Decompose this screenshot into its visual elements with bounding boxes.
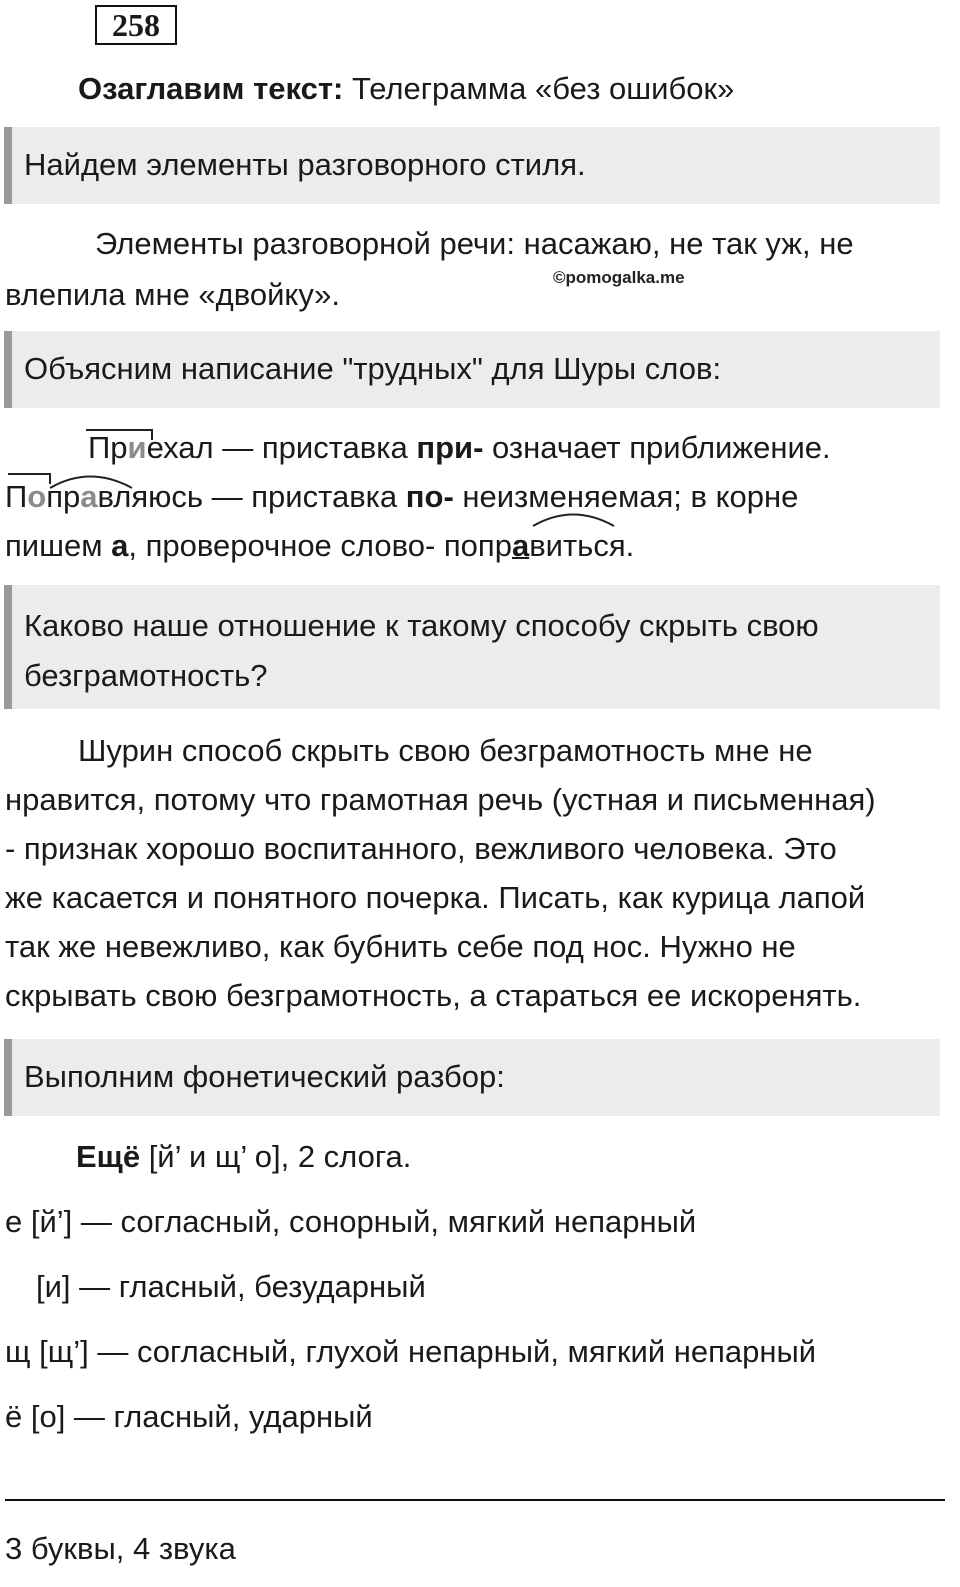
divider [5,1499,945,1501]
heading-text-line-2: безграмотность? [24,658,268,693]
exercise-number: 258 [95,5,177,45]
answer-line-4: же касается и понятного почерка. Писать, как курица лапой [5,880,866,915]
answer-line-5: так же невежливо, как бубнить себе под нос. Нужно не [5,929,796,964]
phonetic-transcription: [й’ и щ’ о], 2 слога. [140,1139,412,1174]
phonetic-row: щ [щ’] — согласный, глухой непарный, мягкий непарный [5,1334,817,1369]
stressed-vowel-a: а [511,528,530,563]
difficult-word-3: пишем а, проверочное слово- поправиться. [5,528,635,563]
prefix-po: по- [405,479,454,514]
title-value: Телеграмма «без ошибок» [352,71,735,106]
phonetic-row: е [й’] — согласный, сонорный, мягкий непарный [5,1204,697,1239]
difficult-word-2: Поправляюсь — приставка по- неизменяемая; в корне [5,479,799,514]
answer-line-6: скрывать свою безграмотность, а стараться ее искоренять. [5,978,862,1013]
colloquial-line-1: Элементы разговорной речи: насажаю, не так уж, не [95,226,854,261]
colloquial-line-2: влепила мне «двойку». [5,277,341,312]
phonetic-row: [и] — гласный, безударный [36,1269,426,1304]
section-heading-colloquial [4,127,940,204]
heading-text: Выполним фонетический разбор: [24,1059,505,1094]
section-heading-attitude [4,585,940,709]
watermark: ©pomogalka.me [553,268,685,287]
heading-text: Объясним написание "трудных" для Шуры слов: [24,351,722,386]
letter-a: а [111,528,129,563]
vowel-a: а [80,479,98,514]
answer-line-3: - признак хорошо воспитанного, вежливого человека. Это [5,831,837,866]
vowel-i: и [127,430,147,465]
phonetic-summary: 3 буквы, 4 звука [5,1531,236,1566]
phonetic-word: Ещё [76,1139,141,1174]
heading-text: Найдем элементы разговорного стиля. [24,147,586,182]
difficult-word-1: Приехал — приставка при- означает приближение. [88,430,831,465]
phonetic-row: ё [о] — гласный, ударный [5,1399,373,1434]
answer-line-1: Шурин способ скрыть свою безграмотность мне не [78,733,813,768]
phonetic-word-line [76,1132,411,1182]
answer-line-2: нравится, потому что грамотная речь (устная и письменная) [5,782,876,817]
vowel-o: о [27,479,47,514]
title-line [78,64,734,114]
heading-text-line-1: Каково наше отношение к такому способу скрыть свою [24,608,819,643]
section-heading-phonetic [4,1039,940,1116]
prefix-pri: при- [416,430,484,465]
title-label: Озаглавим текст: [78,71,344,106]
section-heading-difficult [4,331,940,408]
